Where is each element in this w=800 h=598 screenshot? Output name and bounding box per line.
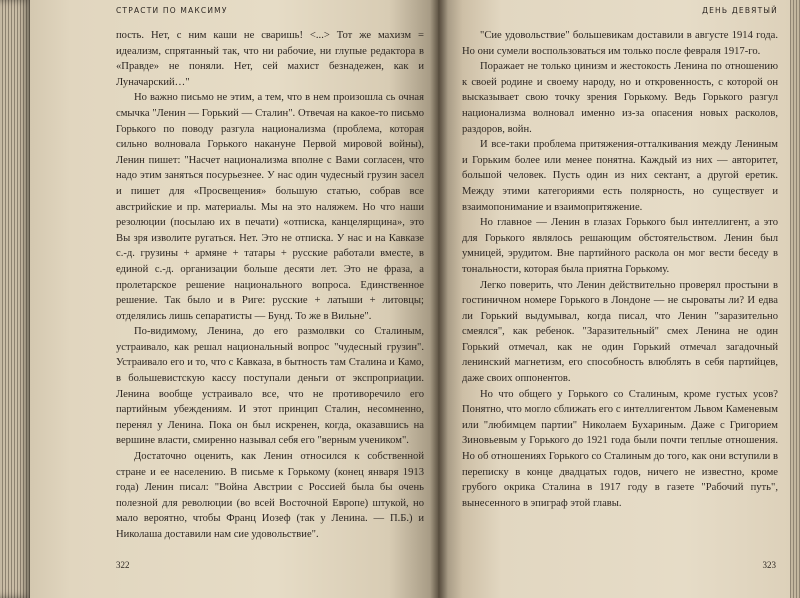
right-page-number: 323: [762, 560, 776, 570]
left-running-head: СТРАСТИ ПО МАКСИМУ: [116, 6, 228, 15]
right-paragraph-1: "Сие удовольствие" большевикам доставили в августе 1914 года. Но они сумели воспользоваться им только после февраля 1917-го.: [462, 30, 778, 57]
left-page-text: [116, 28, 424, 543]
left-page: [30, 0, 438, 598]
page-stack-right: [790, 0, 800, 598]
right-running-head: ДЕНЬ ДЕВЯТЫЙ: [702, 6, 778, 15]
left-paragraph-3: По-видимому, Ленина, до его размолвки со Сталиным, устраивало, как решал национальный вопрос "чудесный грузин". Устраивало его и то, что с Кавказа, в бытность там Сталина и Камо, в большевистскую кассу поступали деньги от экспроприации. Ленина вообще устраивало все, что не противоречило его партийным убеждениям. И этот принцип Сталин, несомненно, перенял у Ленина. Пока он был искренен, когда, оказавшись на вершине власти, смиренно называл себя его "верным учеником".: [116, 326, 424, 447]
left-paragraph-4: Достаточно оценить, как Ленин относился к собственной стране и ее населению. В письме к Горькому (конец января 1913 года) Ленин писал: "Война Австрии с Россией была бы очень полезной для революции (во всей Восточной Европе) штукой, но мало вероятно, чтобы Франц Иозеф (так у Ленина. — П.Б.) и Николаша доставили нам сие удовольствие".: [116, 451, 424, 540]
page-stack-left: [0, 0, 32, 598]
right-page: [438, 0, 790, 598]
left-paragraph-2: Но важно письмо не этим, а тем, что в нем произошла сь очная смычка "Ленин — Горький — Сталин". Отвечая на какое-то письмо Горького по поводу разгула национализма (проблема, которая сильно волновала Горького накануне Первой мировой войны), Ленин пишет: "Насчет национализма вполне с Вами согласен, что надо этим заняться посурьезнее. У нас один чудесный грузин засел и пишет для «Просвещения» большую статью, собрав все австрийские и пр. материалы. Мы на это наляжем. Но что наши резолюции (посылаю их в печати) «отписка, канцелярщина», это Вы зря изволите ругаться. Нет. Это не отписка. У нас и на Кавказе с.-д. грузины + армяне + татары + русские работали вместе, в единой с.-д. организации больше десяти лет. Это не фраза, а пролетарское решение национального вопроса. Единственное решение. Так было и в Риге: русские + латыши + литовцы; отделялись лишь сепаратисты — Бунд. То же в Вильне".: [116, 92, 424, 322]
right-page-text: [462, 28, 778, 511]
right-paragraph-6: Но что общего у Горького со Сталиным, кроме густых усов? Понятно, что могло сближать его с интеллигентом Львом Каменевым или "любимцем партии" Николаем Бухариным. Даже с Григорием Зиновьевым у Горького до 1921 года были почти теплые отношения. Но об отношениях Горького со Сталиным до того, как они вступили в переписку в конце двадцатых годов, ничего не известно, кроме грубого окрика Сталина в 1917 году в газете "Рабочий путь", вынесенного в эпиграф этой главы.: [462, 388, 778, 509]
left-page-number: 322: [116, 560, 130, 570]
right-paragraph-2: Поражает не только цинизм и жестокость Ленина по отношению к своей родине и своему народу, но и откровенность, с которой он высказывает свою точку зрения Горькому. Ведь Горького разгул национализма волновал именно из-за опасения новых расколов, раздоров, войн.: [462, 61, 778, 135]
right-paragraph-3: И все-таки проблема притяжения-отталкивания между Лениным и Горьким более или менее понятна. Каждый из них — авторитет, большой человек. Пусть один из них сектант, а другой еретик. Между этими категориями есть полярность, но существует и взаимопонимание и взаимопритяжение.: [462, 139, 778, 213]
left-paragraph-1: пость. Нет, с ним каши не сваришь! <...> Тот же махизм = идеализм, спрятанный так, что ни рабочие, ни глупые редактора в «Правде» не поняли. Нет, сей махист безнадежен, как и Луначарский…": [116, 30, 424, 88]
right-paragraph-4: Но главное — Ленин в глазах Горького был интеллигент, а это для Горького являлось решающим обстоятельством. Ленин был умницей, эрудитом. Вне партийного раскола он мог вести беседу в тональности, которая была приятна Горькому.: [462, 217, 778, 275]
right-paragraph-5: Легко поверить, что Ленин действительно проверял простыни в гостиничном номере Горького в Лондоне — не сыроваты ли? И едва ли Горький выдумывал, когда писал, что Ленин "заразительно смеялся", как ребенок. "Заразительный" смех Ленина не один Горький отмечал, как не один Горький отмечал загадочный ленинский магнетизм, его способность влюблять в себя партийцев, даже своих оппонентов.: [462, 279, 778, 385]
